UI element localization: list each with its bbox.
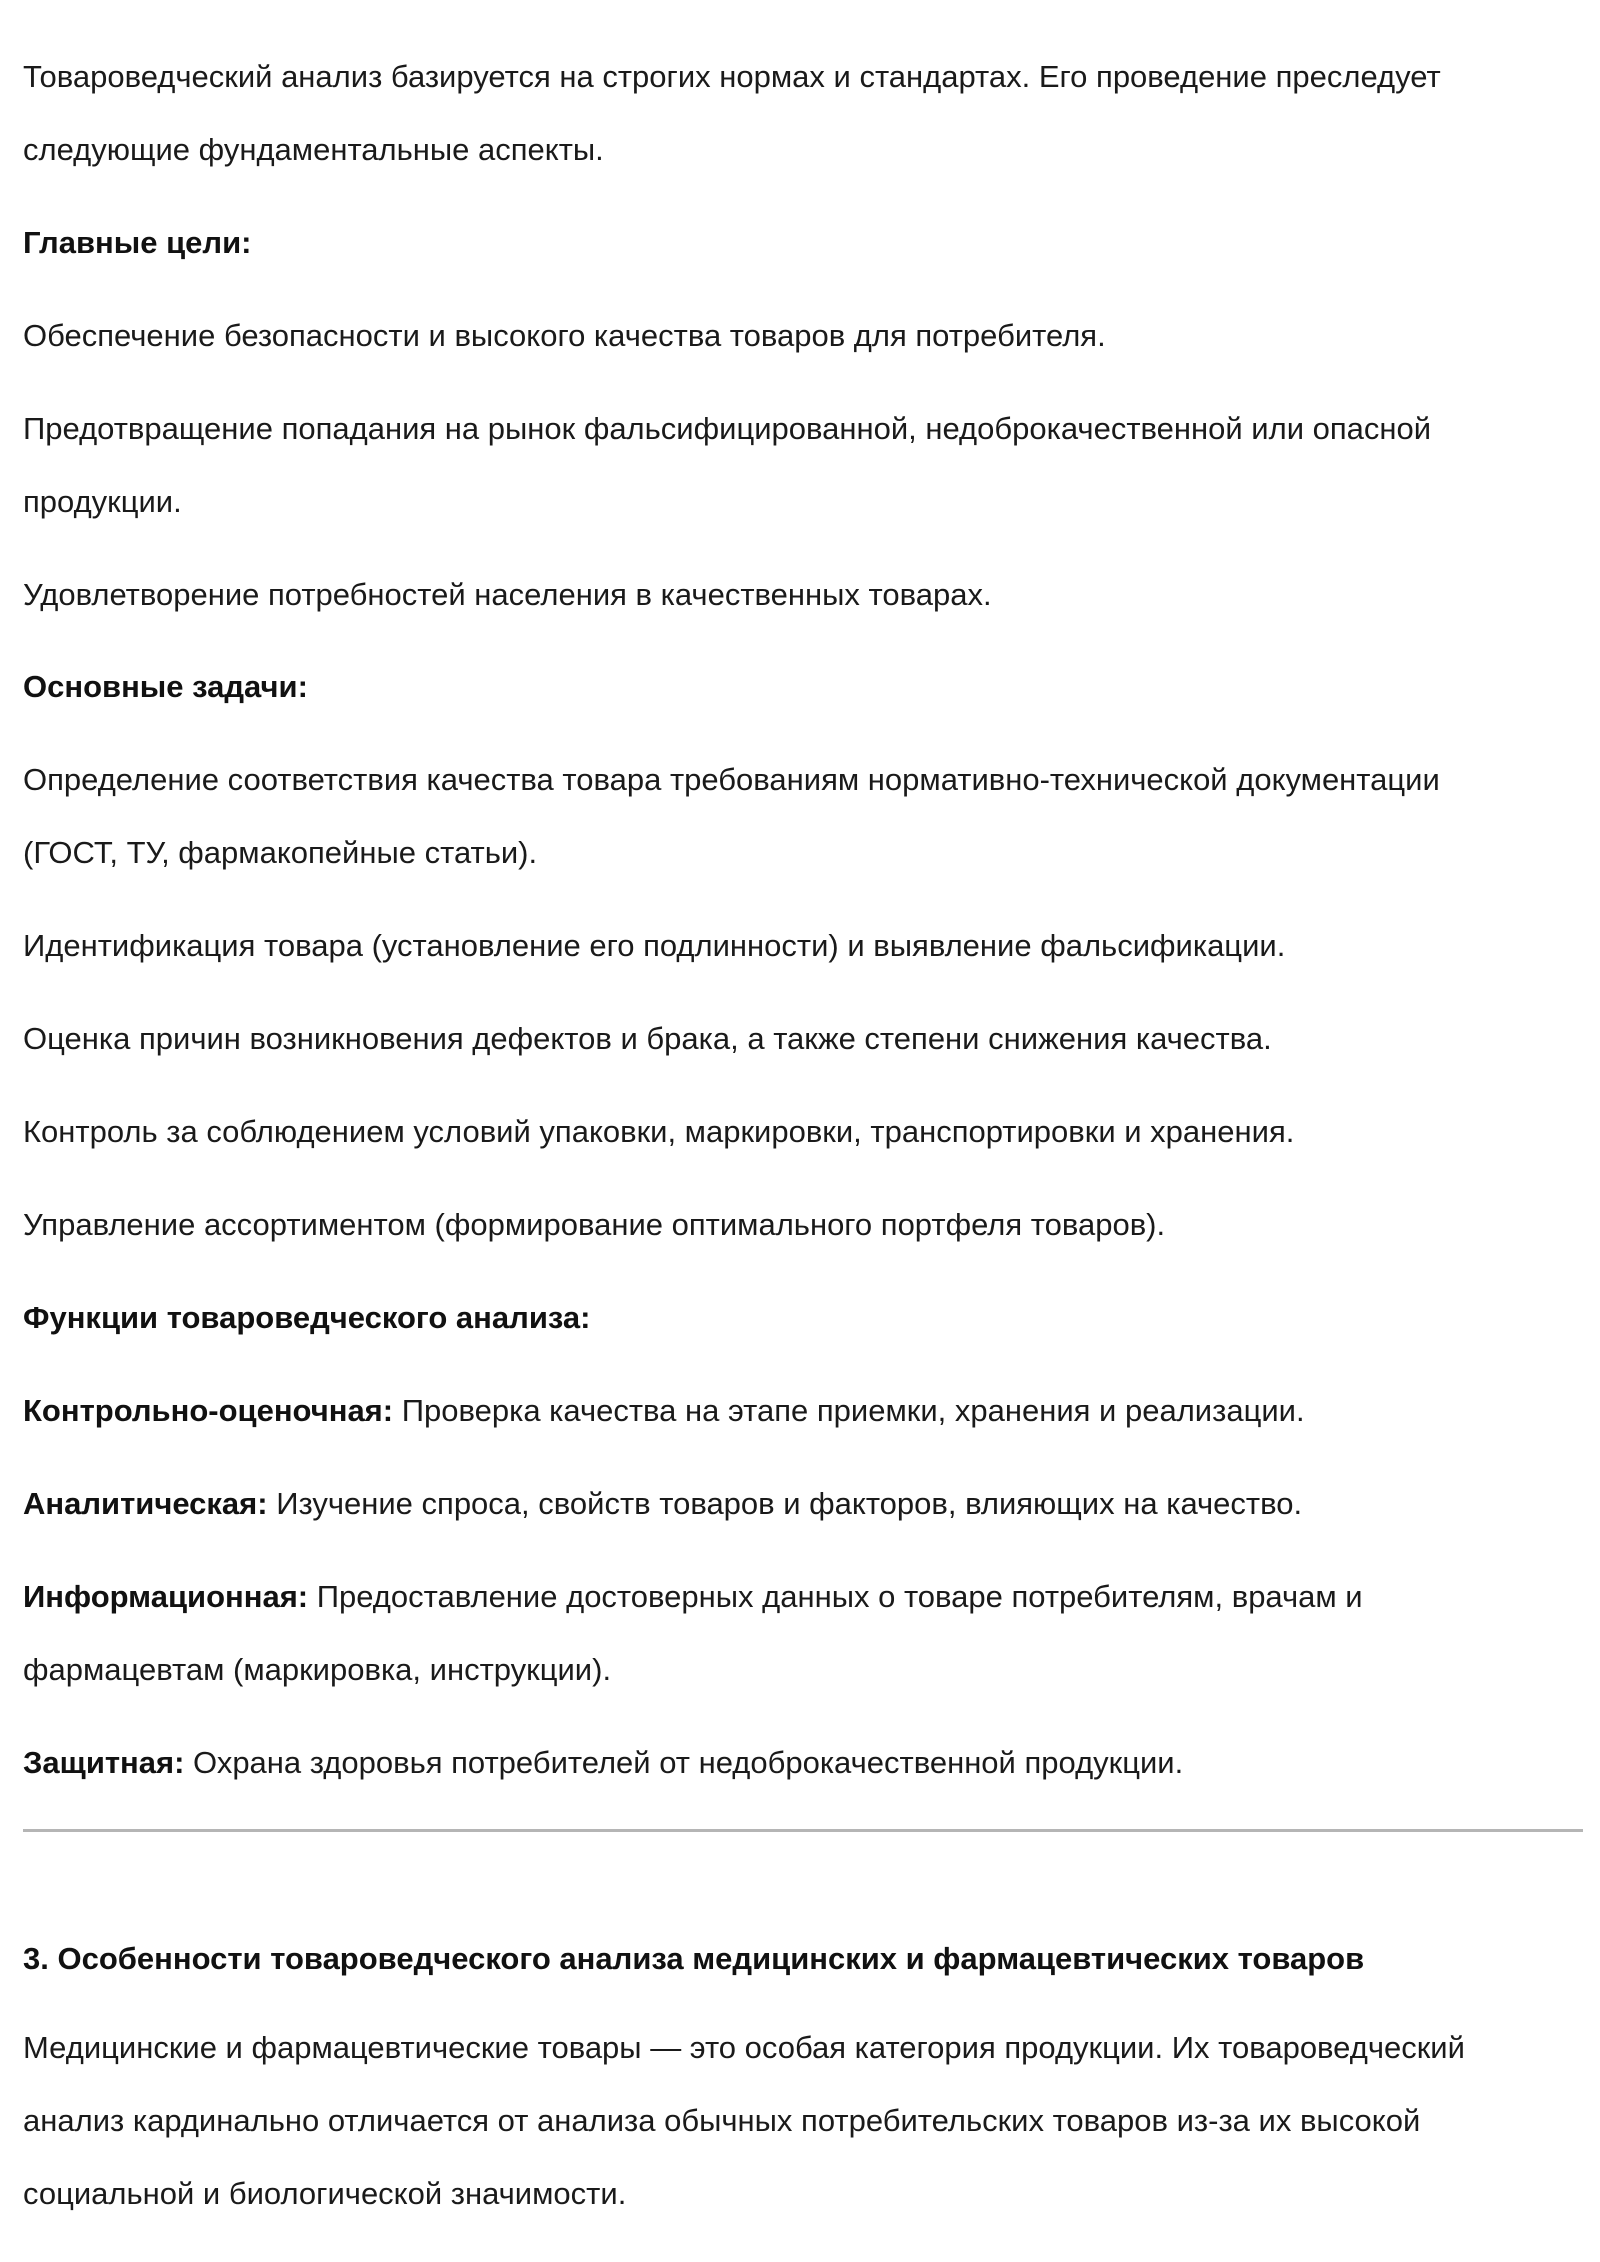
function-item-3-line-2: фармацевтам (маркировка, инструкции). xyxy=(23,1652,612,1687)
goal-item-2-line-1: Предотвращение попадания на рынок фальсифицированной, недоброкачественной или опасной xyxy=(23,411,1432,446)
task-item-3: Оценка причин возникновения дефектов и брака, а также степени снижения качества. xyxy=(23,1021,1272,1056)
intro-line-2: следующие фундаментальные аспекты. xyxy=(23,132,604,167)
function-3-text-line-1: Предоставление достоверных данных о товаре потребителям, врачам и xyxy=(308,1579,1363,1614)
horizontal-divider xyxy=(23,1829,1583,1832)
goal-item-2-line-2: продукции. xyxy=(23,484,182,519)
function-2-text: Изучение спроса, свойств товаров и факторов, влияющих на качество. xyxy=(267,1486,1303,1521)
task-item-5: Управление ассортиментом (формирование оптимального портфеля товаров). xyxy=(23,1207,1166,1242)
section-3-paragraph-line-3: социальной и биологической значимости. xyxy=(23,2176,627,2211)
section-3-paragraph-line-1: Медицинские и фармацевтические товары — это особая категория продукции. Их товароведческий xyxy=(23,2030,1465,2065)
intro-line-1: Товароведческий анализ базируется на строгих нормах и стандартах. Его проведение преследует xyxy=(23,59,1441,94)
functions-heading: Функции товароведческого анализа: xyxy=(23,1300,591,1335)
function-1-text: Проверка качества на этапе приемки, хранения и реализации. xyxy=(393,1393,1305,1428)
goal-item-3: Удовлетворение потребностей населения в качественных товарах. xyxy=(23,577,992,612)
task-item-1-line-1: Определение соответствия качества товара требованиям нормативно-технической документации xyxy=(23,762,1440,797)
tasks-heading: Основные задачи: xyxy=(23,669,308,704)
function-4-label: Защитная: xyxy=(23,1745,185,1780)
task-item-1-line-2: (ГОСТ, ТУ, фармакопейные статьи). xyxy=(23,835,538,870)
function-4-text: Охрана здоровья потребителей от недоброкачественной продукции. xyxy=(184,1745,1184,1780)
goal-item-1: Обеспечение безопасности и высокого качества товаров для потребителя. xyxy=(23,318,1106,353)
function-1-label: Контрольно-оценочная: xyxy=(23,1393,394,1428)
function-item-1 xyxy=(23,1392,1583,1430)
function-item-4 xyxy=(23,1744,1583,1782)
function-2-label: Аналитическая: xyxy=(23,1486,268,1521)
function-3-label: Информационная: xyxy=(23,1579,309,1614)
section-3-paragraph-line-2: анализ кардинально отличается от анализа обычных потребительских товаров из-за их высокой xyxy=(23,2103,1421,2138)
goals-heading: Главные цели: xyxy=(23,225,252,260)
task-item-4: Контроль за соблюдением условий упаковки, маркировки, транспортировки и хранения. xyxy=(23,1114,1295,1149)
section-3-heading: 3. Особенности товароведческого анализа медицинских и фармацевтических товаров xyxy=(23,1941,1365,1976)
function-item-3 xyxy=(23,1578,1583,1616)
function-item-2 xyxy=(23,1485,1583,1523)
task-item-2: Идентификация товара (установление его подлинности) и выявление фальсификации. xyxy=(23,928,1286,963)
